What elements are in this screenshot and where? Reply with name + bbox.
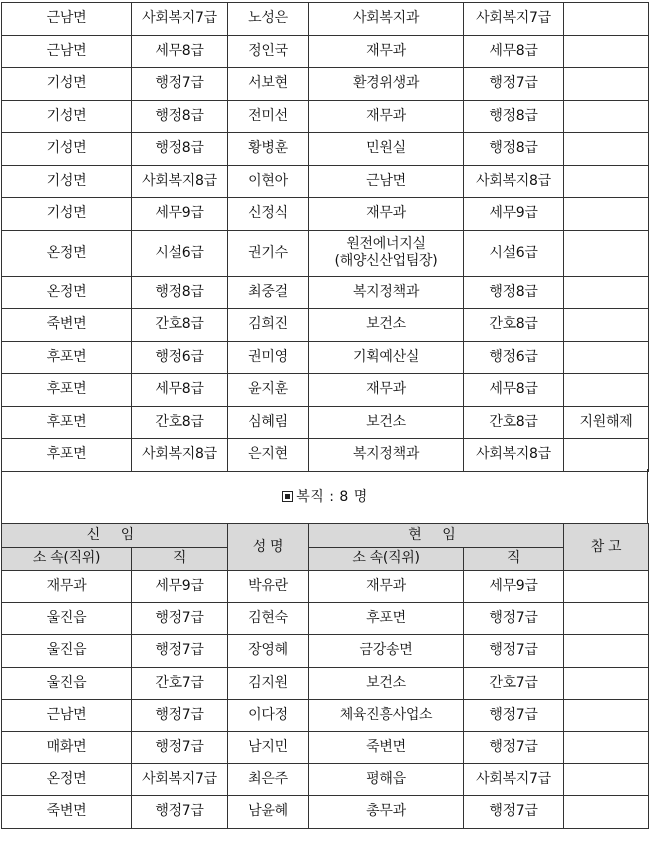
cell-rank: 행정7급 xyxy=(132,603,228,635)
section-title xyxy=(0,486,650,506)
cell-current-dept: 민원실 xyxy=(309,133,464,166)
header-current-post: 현 임 xyxy=(309,524,564,548)
cell-name: 남윤혜 xyxy=(228,796,309,828)
cell-rank: 간호7급 xyxy=(132,667,228,699)
table-row xyxy=(2,374,649,407)
cell-dept: 울진읍 xyxy=(2,635,132,667)
cell-rank: 세무9급 xyxy=(132,198,228,231)
table-row xyxy=(2,571,649,603)
cell-rank: 행정7급 xyxy=(132,68,228,101)
table-row xyxy=(2,100,649,133)
cell-current-rank: 세무9급 xyxy=(464,198,564,231)
table-row xyxy=(2,230,649,276)
cell-current-dept: 재무과 xyxy=(309,571,464,603)
transfer-table-top xyxy=(1,2,649,472)
cell-dept: 후포면 xyxy=(2,374,132,407)
cell-remarks xyxy=(564,764,649,796)
cell-name: 서보현 xyxy=(228,68,309,101)
cell-remarks xyxy=(564,165,649,198)
table-row xyxy=(2,731,649,763)
cell-rank: 행정8급 xyxy=(132,133,228,166)
cell-current-dept: 재무과 xyxy=(309,374,464,407)
cell-current-rank: 사회복지8급 xyxy=(464,165,564,198)
cell-current-dept: 환경위생과 xyxy=(309,68,464,101)
header-current-rank: 직 xyxy=(464,547,564,571)
cell-remarks xyxy=(564,276,649,309)
table-row xyxy=(2,603,649,635)
cell-name: 황병훈 xyxy=(228,133,309,166)
cell-current-dept: 기획예산실 xyxy=(309,341,464,374)
table-row xyxy=(2,276,649,309)
table-row xyxy=(2,667,649,699)
cell-remarks xyxy=(564,198,649,231)
cell-remarks xyxy=(564,100,649,133)
cell-dept: 온정면 xyxy=(2,276,132,309)
cell-remarks xyxy=(564,699,649,731)
cell-rank: 행정7급 xyxy=(132,699,228,731)
cell-rank: 간호8급 xyxy=(132,309,228,342)
header-new-dept: 소 속(직위) xyxy=(2,547,132,571)
cell-dept: 울진읍 xyxy=(2,667,132,699)
cell-remarks xyxy=(564,667,649,699)
cell-current-rank: 행정7급 xyxy=(464,699,564,731)
cell-dept: 죽변면 xyxy=(2,309,132,342)
cell-current-dept: 사회복지과 xyxy=(309,3,464,36)
cell-current-dept: 후포면 xyxy=(309,603,464,635)
table-row xyxy=(2,35,649,68)
cell-dept: 후포면 xyxy=(2,341,132,374)
cell-current-dept: 복지정책과 xyxy=(309,439,464,472)
cell-dept: 기성면 xyxy=(2,165,132,198)
table-row xyxy=(2,635,649,667)
cell-current-rank: 간호7급 xyxy=(464,667,564,699)
cell-rank: 사회복지8급 xyxy=(132,439,228,472)
cell-name: 신정식 xyxy=(228,198,309,231)
table-row xyxy=(2,341,649,374)
cell-dept: 기성면 xyxy=(2,198,132,231)
table-row xyxy=(2,796,649,828)
cell-rank: 행정7급 xyxy=(132,731,228,763)
cell-name: 박유란 xyxy=(228,571,309,603)
cell-rank: 행정8급 xyxy=(132,276,228,309)
cell-rank: 시설6급 xyxy=(132,230,228,276)
cell-current-dept xyxy=(309,230,464,276)
cell-current-dept: 재무과 xyxy=(309,100,464,133)
cell-current-rank: 사회복지7급 xyxy=(464,764,564,796)
cell-current-dept-line2: (해양신산업팀장) xyxy=(334,253,438,269)
cell-name: 권기수 xyxy=(228,230,309,276)
cell-name: 심혜림 xyxy=(228,406,309,439)
cell-remarks xyxy=(564,796,649,828)
cell-dept: 기성면 xyxy=(2,100,132,133)
cell-dept: 근남면 xyxy=(2,699,132,731)
cell-dept: 온정면 xyxy=(2,230,132,276)
cell-remarks xyxy=(564,309,649,342)
cell-dept: 기성면 xyxy=(2,133,132,166)
cell-current-rank: 시설6급 xyxy=(464,230,564,276)
cell-name: 정인국 xyxy=(228,35,309,68)
cell-current-dept: 근남면 xyxy=(309,165,464,198)
reinstatement-table-header xyxy=(2,524,649,571)
cell-current-dept: 보건소 xyxy=(309,406,464,439)
cell-current-dept: 재무과 xyxy=(309,35,464,68)
cell-dept: 온정면 xyxy=(2,764,132,796)
cell-name: 김희진 xyxy=(228,309,309,342)
cell-name: 윤지훈 xyxy=(228,374,309,407)
cell-name: 최은주 xyxy=(228,764,309,796)
cell-current-dept: 죽변면 xyxy=(309,731,464,763)
cell-remarks xyxy=(564,341,649,374)
cell-name: 김지원 xyxy=(228,667,309,699)
cell-dept: 근남면 xyxy=(2,3,132,36)
header-row-2 xyxy=(2,547,649,571)
cell-remarks xyxy=(564,230,649,276)
cell-rank: 행정6급 xyxy=(132,341,228,374)
cell-current-dept: 복지정책과 xyxy=(309,276,464,309)
cell-current-rank: 세무9급 xyxy=(464,571,564,603)
table-row xyxy=(2,439,649,472)
cell-rank: 사회복지7급 xyxy=(132,764,228,796)
cell-current-rank: 행정7급 xyxy=(464,68,564,101)
cell-dept: 죽변면 xyxy=(2,796,132,828)
header-name: 성 명 xyxy=(228,524,309,571)
cell-rank: 행정8급 xyxy=(132,100,228,133)
cell-remarks xyxy=(564,731,649,763)
cell-current-dept: 총무과 xyxy=(309,796,464,828)
cell-name: 권미영 xyxy=(228,341,309,374)
table-row xyxy=(2,309,649,342)
cell-dept: 후포면 xyxy=(2,406,132,439)
cell-current-rank: 간호8급 xyxy=(464,406,564,439)
cell-dept: 근남면 xyxy=(2,35,132,68)
cell-current-rank: 행정7급 xyxy=(464,796,564,828)
cell-name: 김현숙 xyxy=(228,603,309,635)
cell-current-rank: 행정8급 xyxy=(464,133,564,166)
cell-current-rank: 세무8급 xyxy=(464,374,564,407)
cell-current-dept: 금강송면 xyxy=(309,635,464,667)
cell-current-dept: 재무과 xyxy=(309,198,464,231)
cell-dept: 후포면 xyxy=(2,439,132,472)
cell-dept: 매화면 xyxy=(2,731,132,763)
transfer-table-top-body xyxy=(2,3,649,472)
table-row xyxy=(2,165,649,198)
cell-current-rank: 행정7급 xyxy=(464,603,564,635)
cell-remarks xyxy=(564,68,649,101)
cell-rank: 간호8급 xyxy=(132,406,228,439)
cell-remarks xyxy=(564,571,649,603)
table-row xyxy=(2,699,649,731)
reinstatement-table-body xyxy=(2,571,649,829)
cell-name: 은지현 xyxy=(228,439,309,472)
cell-rank: 행정7급 xyxy=(132,796,228,828)
table-row xyxy=(2,133,649,166)
cell-rank: 세무8급 xyxy=(132,374,228,407)
cell-current-rank: 사회복지7급 xyxy=(464,3,564,36)
cell-remarks xyxy=(564,3,649,36)
cell-current-rank: 행정8급 xyxy=(464,276,564,309)
header-remarks: 참 고 xyxy=(564,524,649,571)
filled-square-icon xyxy=(282,491,293,502)
reinstatement-table xyxy=(1,523,649,829)
cell-dept: 울진읍 xyxy=(2,603,132,635)
section-label: 복직 : 8 명 xyxy=(296,489,368,505)
cell-name: 전미선 xyxy=(228,100,309,133)
cell-remarks: 지원해제 xyxy=(564,406,649,439)
cell-current-rank: 세무8급 xyxy=(464,35,564,68)
cell-rank: 사회복지8급 xyxy=(132,165,228,198)
cell-dept: 재무과 xyxy=(2,571,132,603)
cell-name: 남지민 xyxy=(228,731,309,763)
cell-current-rank: 사회복지8급 xyxy=(464,439,564,472)
cell-name: 장영혜 xyxy=(228,635,309,667)
table-row xyxy=(2,3,649,36)
cell-current-dept: 체육진흥사업소 xyxy=(309,699,464,731)
cell-current-rank: 행정6급 xyxy=(464,341,564,374)
header-new-post: 신 임 xyxy=(2,524,228,548)
cell-rank: 행정7급 xyxy=(132,635,228,667)
cell-current-dept: 보건소 xyxy=(309,667,464,699)
cell-remarks xyxy=(564,35,649,68)
cell-current-rank: 행정7급 xyxy=(464,731,564,763)
cell-remarks xyxy=(564,603,649,635)
cell-name: 최중걸 xyxy=(228,276,309,309)
cell-name: 이현아 xyxy=(228,165,309,198)
cell-name: 이다정 xyxy=(228,699,309,731)
cell-current-dept: 평해읍 xyxy=(309,764,464,796)
cell-current-rank: 간호8급 xyxy=(464,309,564,342)
cell-current-dept-line1: 원전에너지실 xyxy=(346,236,426,252)
cell-remarks xyxy=(564,635,649,667)
cell-dept: 기성면 xyxy=(2,68,132,101)
table-row xyxy=(2,198,649,231)
cell-current-rank: 행정7급 xyxy=(464,635,564,667)
cell-remarks xyxy=(564,374,649,407)
cell-current-rank: 행정8급 xyxy=(464,100,564,133)
cell-name: 노성은 xyxy=(228,3,309,36)
cell-rank: 사회복지7급 xyxy=(132,3,228,36)
cell-current-dept: 보건소 xyxy=(309,309,464,342)
cell-remarks xyxy=(564,133,649,166)
table-row xyxy=(2,764,649,796)
header-current-dept: 소 속(직위) xyxy=(309,547,464,571)
cell-rank: 세무8급 xyxy=(132,35,228,68)
header-row-1 xyxy=(2,524,649,548)
cell-rank: 세무9급 xyxy=(132,571,228,603)
header-new-rank: 직 xyxy=(132,547,228,571)
table-row xyxy=(2,68,649,101)
cell-remarks xyxy=(564,439,649,472)
table-row xyxy=(2,406,649,439)
